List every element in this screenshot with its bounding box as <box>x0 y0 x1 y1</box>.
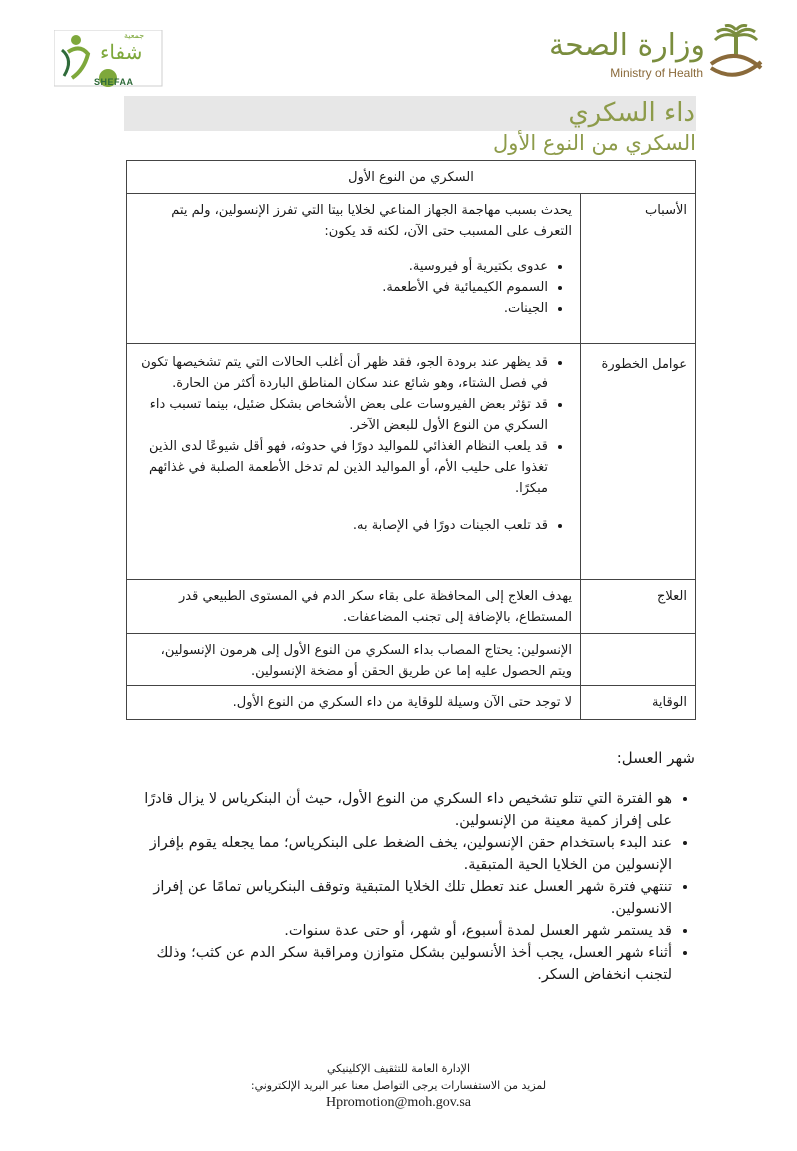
shefaa-arabic-name: شفاء <box>100 40 143 64</box>
honeymoon-heading: شهر العسل: <box>616 749 695 767</box>
footer-department: الإدارة العامة للتثقيف الإكلينيكي <box>326 1062 471 1075</box>
table-row <box>127 344 696 580</box>
list-item: • هو الفترة التي تتلو تشخيص داء السكري من النوع الأول، حيث أن البنكرياس لا يزال قادرًا على إفراز كمية معينة من الإنسولين. <box>138 788 672 832</box>
page-subtitle: السكري من النوع الأول <box>492 131 696 155</box>
table-row <box>127 194 696 344</box>
table-heading: السكري من النوع الأول <box>127 161 696 194</box>
list-item: • عند البدء باستخدام حقن الإنسولين، يخف الضغط على البنكرياس؛ مما يجعله يقوم بإفراز الإنسولين من الخلايا الحية المتبقية. <box>138 832 672 876</box>
row-label-empty <box>581 634 696 686</box>
page-title: داء السكري <box>568 98 695 128</box>
list-item: • قد تلعب الجينات دورًا في الإصابة به. <box>135 515 548 536</box>
row-content-causes <box>127 194 581 344</box>
list-item: • أثناء شهر العسل، يجب أخذ الأنسولين بشكل متوازن ومراقبة سكر الدم عن كثب؛ وذلك لتجنب انخفاض السكر. <box>138 942 672 986</box>
footer-email-link[interactable]: Hpromotion@moh.gov.sa <box>326 1095 471 1110</box>
row-content-treatment: يهدف العلاج إلى المحافظة على بقاء سكر الدم في المستوى الطبيعي قدر المستطاع، بالإضافة إلى تجنب المضاعفات. <box>127 580 581 634</box>
footer-contact: لمزيد من الاستفسارات يرجى التواصل معنا عبر البريد الإلكتروني: <box>250 1079 547 1092</box>
row-label-risk-factors: عوامل الخطورة <box>581 344 696 580</box>
causes-text: يحدث بسبب مهاجمة الجهاز المناعي لخلايا بيتا التي تفرز الإنسولين، ولم يتم التعرف على المسبب حتى الآن، لكنه قد يكون: <box>171 203 572 239</box>
table-row <box>127 686 696 720</box>
honeymoon-list <box>138 788 694 986</box>
list-item: • تنتهي فترة شهر العسل عند تعطل تلك الخلايا المتبقية وتوقف البنكرياس تمامًا عن إفراز الانسولين. <box>138 876 672 920</box>
row-content-insulin: الإنسولين: يحتاج المصاب بداء السكري من النوع الأول إلى هرمون الإنسولين، ويتم الحصول عليه إما عن طريق الحقن أو مضخة الإنسولين. <box>127 634 581 686</box>
row-label-causes: الأسباب <box>581 194 696 344</box>
row-content-prevention: لا توجد حتى الآن وسيلة للوقاية من داء السكري من النوع الأول. <box>127 686 581 720</box>
shefaa-label-small: جمعية <box>124 31 145 40</box>
list-item: • قد يلعب النظام الغذائي للمواليد دورًا في حدوثه، فهو أقل شيوعًا لدى الذين تغذوا على حليب الأم، أو المواليد الذين لم تدخل الأطعمة الصلبة في غذائهم مبكرًا. <box>135 436 548 499</box>
list-item: • قد تؤثر بعض الفيروسات على بعض الأشخاص بشكل ضئيل، بينما تسبب داء السكري من النوع الأول للبعض الآخر. <box>135 394 548 436</box>
list-item: • عدوى بكتيرية أو فيروسية. <box>135 256 548 277</box>
shefaa-english-name: SHEFAA <box>94 77 134 87</box>
list-item: • السموم الكيميائية في الأطعمة. <box>135 277 548 298</box>
row-content-risk-factors <box>127 344 581 580</box>
row-label-prevention: الوقاية <box>581 686 696 720</box>
list-item: • الجينات. <box>135 298 548 319</box>
table-row <box>127 580 696 634</box>
list-item: • قد يستمر شهر العسل لمدة أسبوع، أو شهر، أو حتى عدة سنوات. <box>138 920 672 942</box>
info-table <box>126 160 696 720</box>
table-row <box>127 634 696 686</box>
list-item: • قد يظهر عند برودة الجو، فقد ظهر أن أغلب الحالات التي يتم تشخيصها تكون في فصل الشتاء، وهو شائع عند سكان المناطق الباردة أكثر من الحارة. <box>135 352 548 394</box>
ministry-arabic-name: وزارة الصحة <box>549 28 705 63</box>
moh-emblem-icon <box>705 24 767 80</box>
row-label-treatment: العلاج <box>581 580 696 634</box>
table-heading-row <box>127 161 696 194</box>
footer <box>0 1060 797 1111</box>
ministry-english-name: Ministry of Health <box>610 66 703 80</box>
